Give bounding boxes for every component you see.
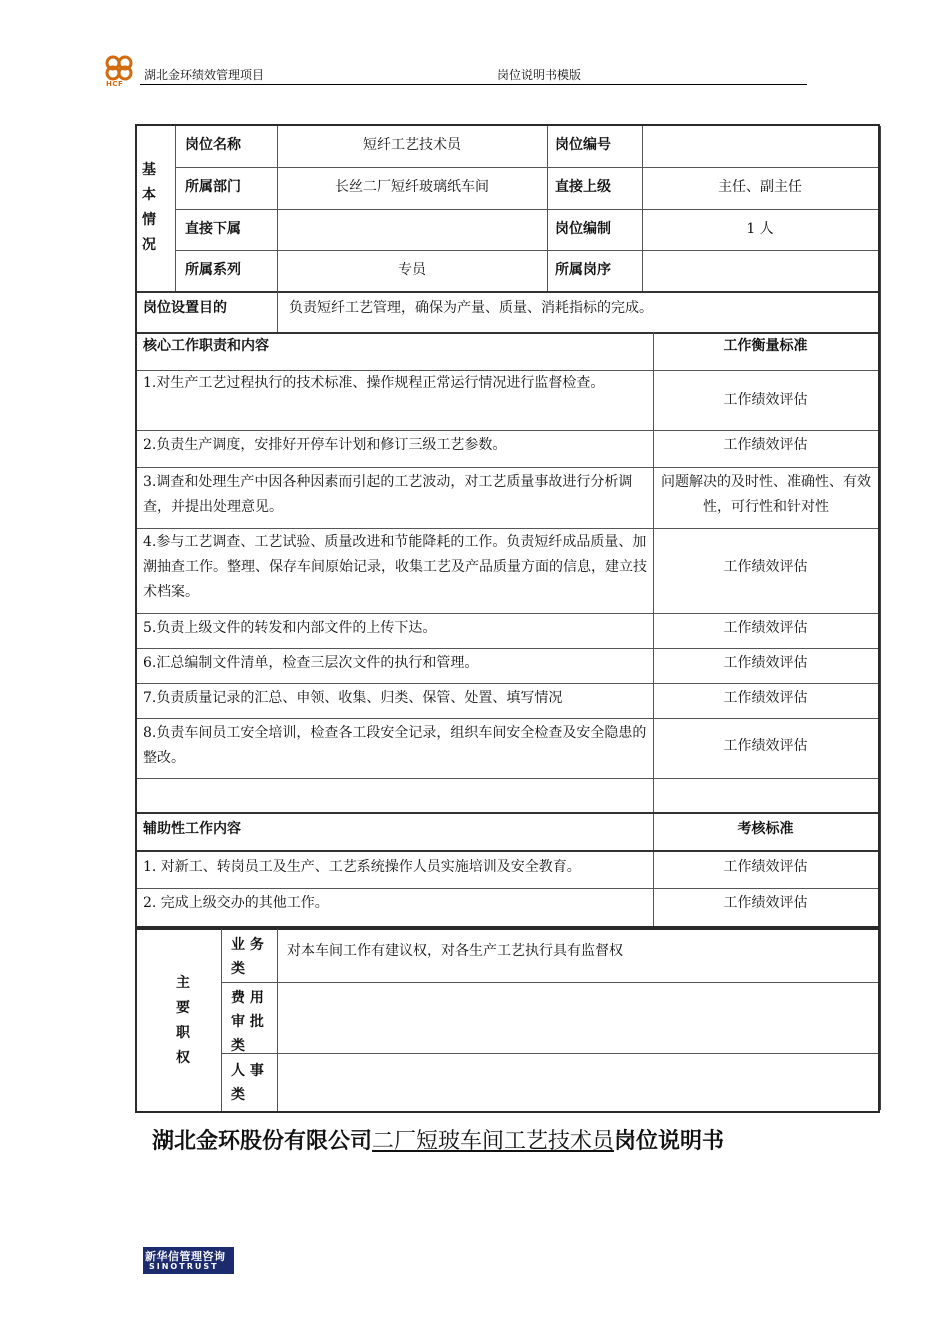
sinotrust-logo-en: SINOTRUST: [149, 1262, 219, 1271]
logo-text: HCF: [106, 80, 124, 88]
purpose-value: 负责短纤工艺管理，确保为产量、质量、消耗指标的完成。: [289, 300, 653, 316]
project-name: 湖北金环绩效管理项目: [144, 68, 265, 82]
supervisor-label: 直接上级: [555, 179, 611, 195]
department-label: 所属部门: [185, 179, 241, 195]
headcount-label: 岗位编制: [555, 221, 611, 237]
purpose-label: 岗位设置目的: [143, 300, 227, 316]
core-item-text: 3.调查和处理生产中因各种因素而引起的工艺波动，对工艺质量事故进行分析调查，并提出处理意见。: [143, 474, 633, 515]
core-item-text: 6.汇总编制文件清单，检查三层次文件的执行和管理。: [143, 655, 479, 671]
series-value: 专员: [398, 262, 426, 278]
rank-label: 所属岗序: [555, 262, 611, 278]
core-item-text: 5.负责上级文件的转发和内部文件的上传下达。: [143, 620, 437, 636]
job-form-main: [135, 124, 880, 930]
core-item-standard: 工作绩效评估: [723, 437, 808, 453]
aux-item-standard: 工作绩效评估: [723, 859, 808, 875]
core-item-text: 8.负责车间员工安全培训，检查各工段安全记录，组织车间安全检查及安全隐患的整改。: [143, 725, 647, 766]
authority-business-label: 业 务 类: [231, 937, 264, 977]
aux-item-standard: 工作绩效评估: [723, 895, 808, 911]
authority-hr-label: 人 事 类: [231, 1063, 264, 1103]
supervisor-value: 主任、副主任: [718, 179, 802, 195]
core-item-standard: 工作绩效评估: [723, 655, 808, 671]
subordinate-label: 直接下属: [185, 221, 241, 237]
authority-expense-label: 费 用 审 批 类: [231, 990, 264, 1052]
title-suffix: 岗位说明书: [614, 1129, 725, 1154]
authority-section-label: 主 要 职 权: [176, 975, 190, 1066]
sinotrust-logo-cn: 新华信管理咨询: [145, 1250, 226, 1263]
core-item-text: 2.负责生产调度，安排好开停车计划和修订三级工艺参数。: [143, 437, 507, 453]
core-item-standard: 工作绩效评估: [723, 559, 808, 575]
core-item-text: 4.参与工艺调查、工艺试验、质量改进和节能降耗的工作。负责短纤成品质量、加潮抽查工作。整理、保存车间原始记录，收集工艺及产品质量方面的信息，建立技术档案。: [143, 534, 647, 600]
aux-header-right: 考核标准: [737, 821, 794, 837]
core-item-standard: 工作绩效评估: [723, 392, 808, 408]
company-logo: [100, 55, 138, 91]
aux-header-left: 辅助性工作内容: [143, 821, 241, 837]
basic-section-label: 基 本 情 况: [142, 162, 156, 253]
core-item-standard: 工作绩效评估: [723, 738, 808, 754]
core-item-standard: 工作绩效评估: [723, 620, 808, 636]
core-item-text: 1.对生产工艺过程执行的技术标准、操作规程正常运行情况进行监督检查。: [143, 375, 605, 391]
aux-item-text: 1. 对新工、转岗员工及生产、工艺系统操作人员实施培训及安全教育。: [143, 859, 581, 875]
core-item-standard: 工作绩效评估: [723, 690, 808, 706]
core-item-standard: 问题解决的及时性、准确性、有效性，可行性和针对性: [661, 474, 871, 515]
title-position: 二厂短玻车间工艺技术员: [372, 1129, 615, 1154]
sinotrust-logo: [143, 1247, 234, 1274]
position-name-label: 岗位名称: [185, 137, 241, 153]
core-item-text: 7.负责质量记录的汇总、申领、收集、归类、保管、处置、填写情况: [143, 690, 563, 706]
authority-business-value: 对本车间工作有建议权，对各生产工艺执行具有监督权: [287, 943, 623, 959]
core-header-right: 工作衡量标准: [723, 338, 808, 354]
header-rule: [140, 84, 807, 85]
series-label: 所属系列: [185, 262, 241, 278]
department-value: 长丝二厂短纤玻璃纸车间: [335, 179, 489, 195]
authority-table: [135, 926, 880, 1113]
core-header-left: 核心工作职责和内容: [143, 338, 269, 354]
doc-type: 岗位说明书模版: [497, 68, 582, 82]
hcf-logo-icon: [100, 55, 138, 81]
document-title: [152, 1124, 724, 1155]
headcount-value: 1 人: [746, 221, 774, 237]
position-name-value: 短纤工艺技术员: [363, 137, 461, 153]
position-code-label: 岗位编号: [555, 137, 611, 153]
aux-item-text: 2. 完成上级交办的其他工作。: [143, 895, 329, 911]
title-company: 湖北金环股份有限公司: [152, 1129, 373, 1154]
